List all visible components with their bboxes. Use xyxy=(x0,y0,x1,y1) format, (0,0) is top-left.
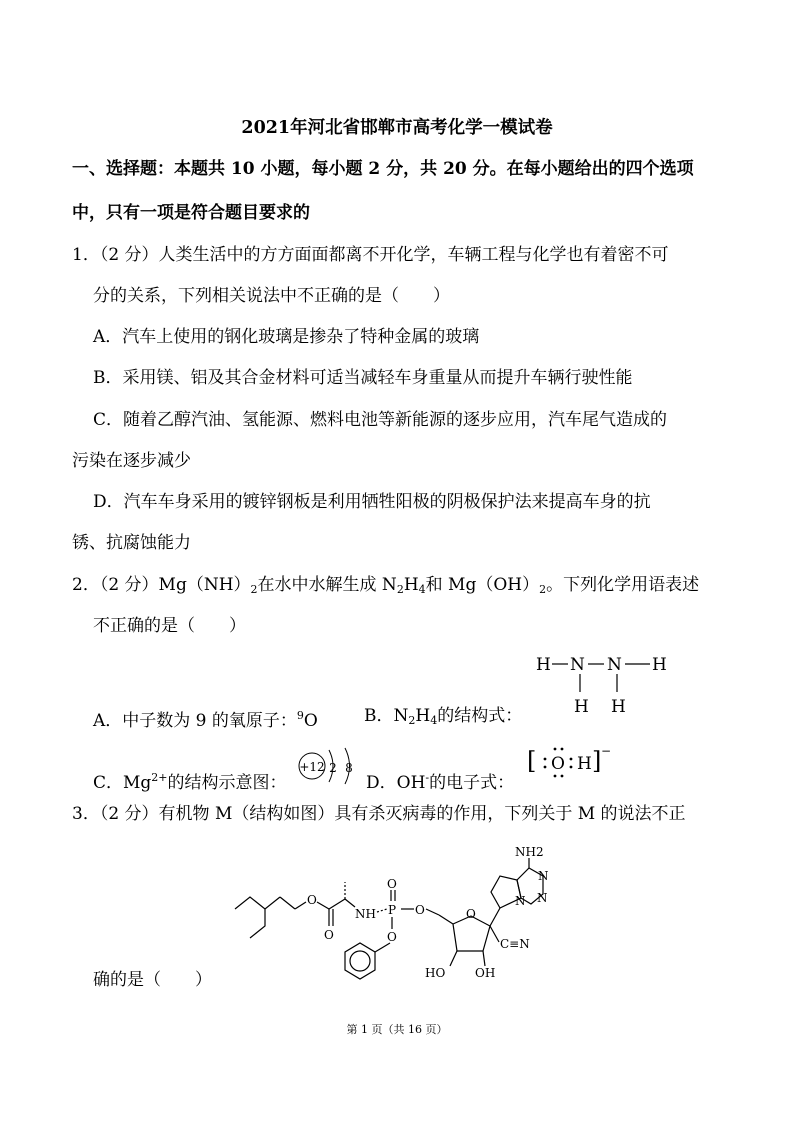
oh-dot-left-top xyxy=(544,758,547,761)
nh-label: NH xyxy=(355,907,376,921)
q2-option-c-text2: 的结构示意图： xyxy=(167,773,287,793)
q2-option-a-text: A．中子数为 9 的氧原子： xyxy=(93,711,297,731)
ring-link-bond xyxy=(490,908,500,926)
q2-option-d-text2: 的电子式： xyxy=(429,773,515,793)
n2h4-structural-formula xyxy=(530,648,690,720)
oh-dot-bottom-1 xyxy=(554,775,557,778)
oh-charge: − xyxy=(601,744,612,758)
q1-option-c-line2: 污染在逐步减少 xyxy=(72,451,191,471)
n2h4-n-right: N xyxy=(607,655,622,675)
mg-ion-structure-diagram xyxy=(296,744,368,790)
oh-dot-bond-2 xyxy=(570,766,573,769)
oh-label: OH xyxy=(475,966,496,980)
q1-option-d-line1: D．汽车车身采用的镀锌钢板是利用牺牲阳极的阴极保护法来提高车身的抗 xyxy=(93,492,651,512)
alpha-carbon-bond xyxy=(329,899,345,909)
n2h4-h-bottom-right: H xyxy=(611,697,626,717)
section-header-line2: 中，只有一项是符合题目要求的 xyxy=(72,203,310,223)
ester-linker xyxy=(280,897,295,909)
q2-option-a xyxy=(93,704,318,733)
phenoxy-bond xyxy=(375,943,390,952)
n2h4-h-left: H xyxy=(536,655,551,675)
q2-sub2: 2 xyxy=(396,583,404,596)
triazine-n-top-label: N xyxy=(538,869,549,883)
q2-option-b-sub2: 4 xyxy=(430,714,438,727)
n2h4-h-bottom-left: H xyxy=(574,697,589,717)
oh-electron-formula xyxy=(526,742,616,784)
carbonyl-o-label: O xyxy=(324,928,334,942)
molecule-m-structure xyxy=(225,842,549,990)
q2-sub4: 2 xyxy=(539,583,547,596)
oh-bond xyxy=(483,951,485,966)
n2h4-h-right: H xyxy=(652,655,667,675)
oh-dot-left-bottom xyxy=(544,766,547,769)
p-o-sugar-label: O xyxy=(415,903,425,917)
mg-nucleus-charge: +12 xyxy=(299,760,325,774)
q2-stem-part5: 。下列化学用语表述 xyxy=(546,575,700,595)
oh-right-bracket: ] xyxy=(592,747,602,775)
ch2-ring-bond xyxy=(439,915,453,924)
q2-stem-line2: 不正确的是（ ） xyxy=(93,616,246,636)
page-title: 2021年河北省邯郸市高考化学一模试卷 xyxy=(241,118,553,138)
ester-o-carbonyl-bond xyxy=(317,902,329,909)
oh-left-bracket: [ xyxy=(527,747,537,775)
ribose-o-label: O xyxy=(466,907,476,921)
cn-bond xyxy=(490,926,499,942)
n2h4-n-left: N xyxy=(570,655,585,675)
q2-option-b-sub1: 2 xyxy=(408,714,416,727)
mg-shell1-electrons: 2 xyxy=(329,761,337,775)
q2-sub3: 4 xyxy=(418,583,426,596)
q2-stem-part2: 在水中水解生成 N xyxy=(257,575,397,595)
oh-h-atom: H xyxy=(577,754,592,774)
q1-stem-line1: 1．（2 分）人类生活中的方方面面都离不开化学，车辆工程与化学也有着密不可 xyxy=(72,245,669,265)
page-footer: 第 1 页（共 16 页） xyxy=(346,1023,448,1036)
ho-bond xyxy=(450,951,457,966)
mg-shell2-electrons: 8 xyxy=(345,761,353,775)
ester-o-label: O xyxy=(307,893,317,907)
q2-stem-line1 xyxy=(72,573,699,602)
oh-dot-bottom-2 xyxy=(561,775,564,778)
q2-sub1: 2 xyxy=(250,583,258,596)
oh-dot-top-1 xyxy=(554,748,557,751)
q1-option-a: A．汽车上使用的钢化玻璃是掺杂了特种金属的玻璃 xyxy=(93,327,480,347)
alkyl-chain-lower xyxy=(250,909,265,938)
q1-option-c-line1: C．随着乙醇汽油、氢能源、燃料电池等新能源的逐步应用，汽车尾气造成的 xyxy=(93,410,668,430)
q2-stem-part4: 和 Mg（OH） xyxy=(425,575,540,595)
phenyl-ring-inner xyxy=(350,951,370,971)
ho-label: HO xyxy=(425,966,446,980)
nh-p-bond xyxy=(377,909,387,912)
q2-option-d-sup: - xyxy=(425,771,430,784)
oh-o-atom: O xyxy=(551,754,565,774)
ester-o-bond xyxy=(295,902,306,909)
q2-option-b-text3: 的结构式： xyxy=(437,706,523,726)
q1-option-d-line2: 锈、抗腐蚀能力 xyxy=(72,533,191,553)
q2-option-a-symbol: O xyxy=(303,711,318,731)
p-label: P xyxy=(388,903,397,917)
ribose-ring xyxy=(453,916,490,951)
amide-bond xyxy=(345,899,355,907)
q1-option-b: B．采用镁、铝及其合金材料可适当减轻车身重量从而提升车辆行驶性能 xyxy=(93,368,633,388)
q2-stem-part1: 2．（2 分）Mg（NH） xyxy=(72,575,251,595)
q3-stem-line1: 3．（2 分）有机物 M（结构如图）具有杀灭病毒的作用，下列关于 M 的说法不正 xyxy=(72,804,686,824)
q2-option-c-text1: C．Mg xyxy=(93,773,152,793)
bridge-n-label: N xyxy=(515,894,526,908)
section-header-line1: 一、选择题：本题共 10 小题，每小题 2 分，共 20 分。在每小题给出的四个选项 xyxy=(72,159,694,179)
q2-option-d xyxy=(366,766,514,795)
q2-option-c xyxy=(93,766,287,795)
q2-option-a-sup: 9 xyxy=(296,709,304,722)
q1-stem-line2: 分的关系，下列相关说法中不正确的是（ ） xyxy=(93,286,450,306)
alkyl-chain-upper xyxy=(235,897,280,909)
triazine-n-bottom-label: N xyxy=(537,891,548,905)
o-ch2-bond xyxy=(426,909,439,915)
q2-option-d-text1: D．OH xyxy=(366,773,426,793)
oh-dot-bond-1 xyxy=(570,758,573,761)
q3-stem-line2: 确的是（ ） xyxy=(93,970,212,990)
q2-stem-part3: H xyxy=(403,575,419,595)
q2-option-b-text1: B．N xyxy=(364,706,409,726)
cn-label: C≡N xyxy=(500,937,530,951)
nh2-label: NH2 xyxy=(515,845,544,859)
oh-dot-top-2 xyxy=(561,748,564,751)
phenoxy-o-label: O xyxy=(387,930,397,944)
po-o-label: O xyxy=(387,877,397,891)
q2-option-b-text2: H xyxy=(415,706,431,726)
q2-option-b xyxy=(364,704,522,733)
q2-option-c-sup: 2+ xyxy=(151,771,168,784)
